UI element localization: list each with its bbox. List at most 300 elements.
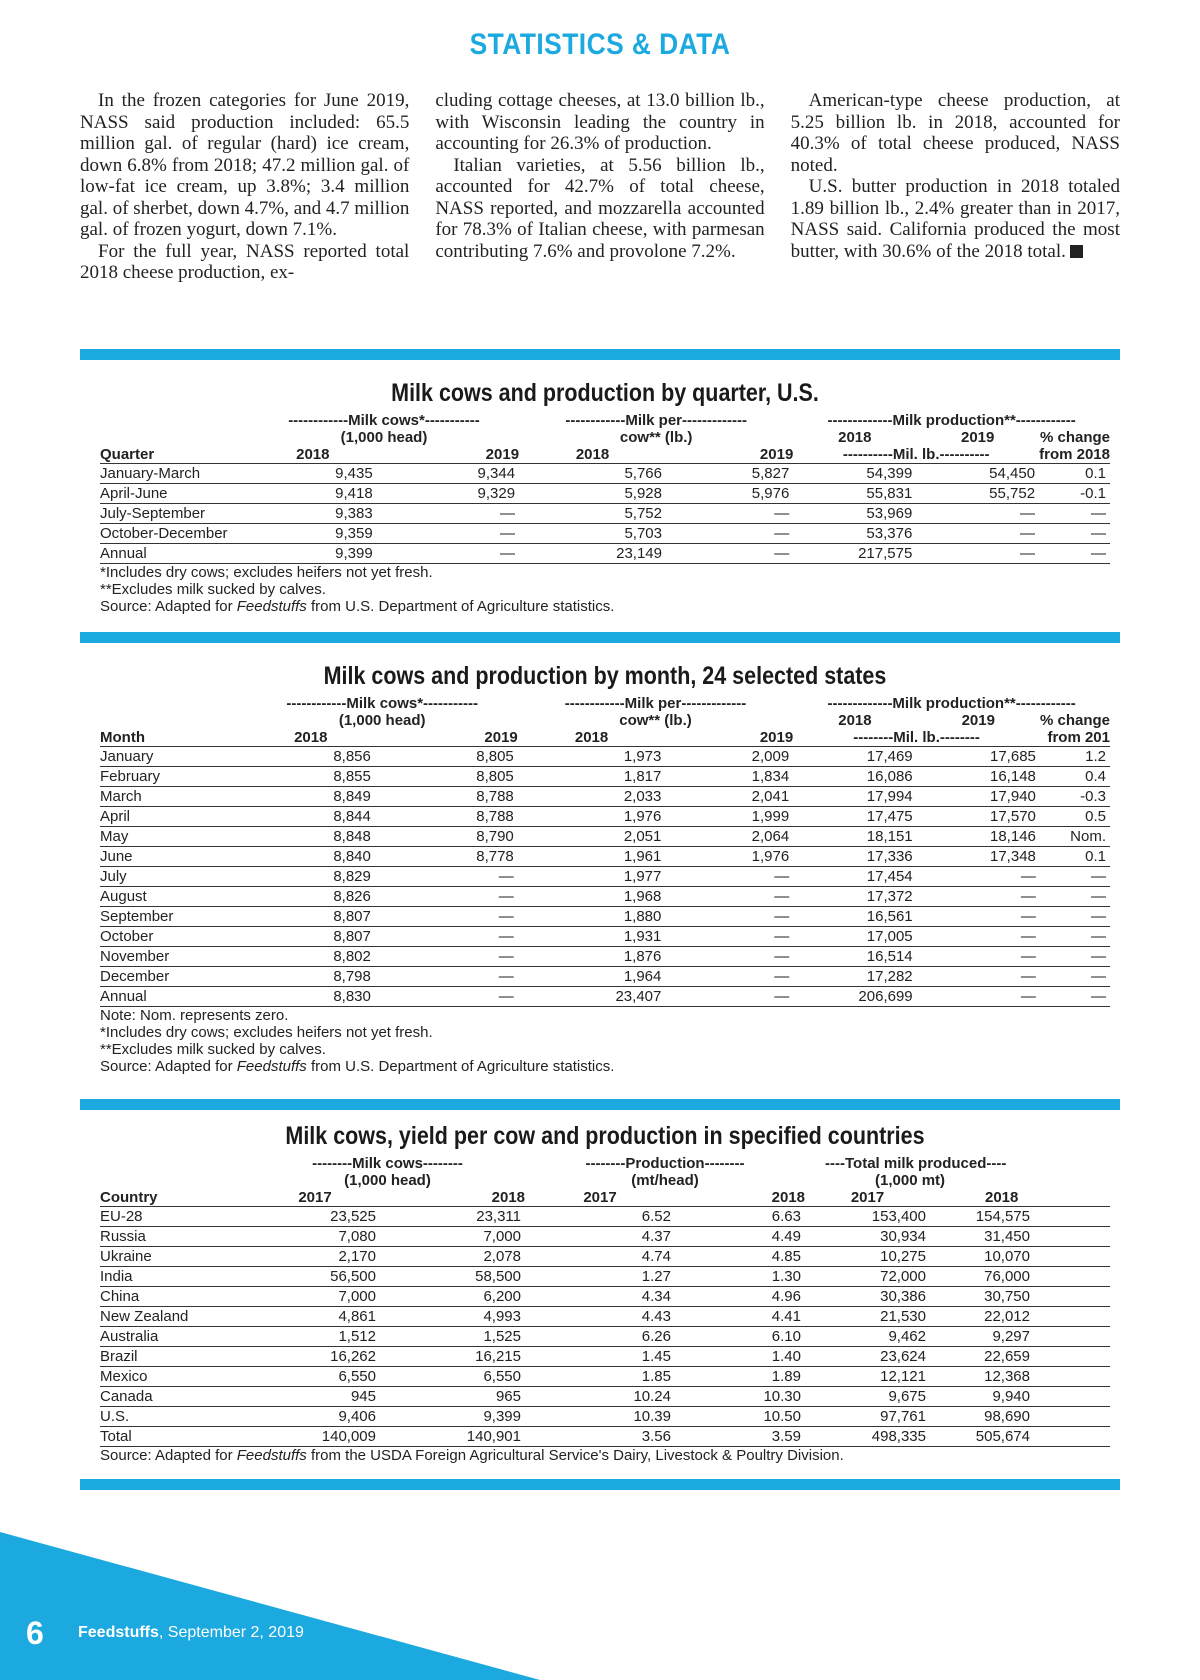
header-year: 2018 bbox=[380, 1189, 525, 1207]
header-year: 2018 bbox=[518, 729, 666, 747]
divider-bar bbox=[80, 632, 1120, 643]
table-cell: 18,151 bbox=[793, 827, 916, 847]
table-cell: 8,849 bbox=[247, 787, 375, 807]
table-cell: 1,880 bbox=[518, 907, 666, 927]
article-column-3 bbox=[791, 90, 1120, 284]
table-notes bbox=[100, 564, 1110, 615]
footer-publication-line bbox=[78, 1624, 304, 1642]
table-cell: 140,901 bbox=[380, 1427, 525, 1447]
footnote: Note: Nom. represents zero. bbox=[100, 1007, 289, 1024]
table-cell: 54,399 bbox=[793, 464, 916, 484]
table-cell: 9,329 bbox=[377, 484, 519, 504]
table-row bbox=[100, 544, 1110, 564]
row-label: December bbox=[100, 967, 247, 987]
header-group-milk-production: -------------Milk production**------------ bbox=[827, 695, 1076, 712]
table-cell: 9,297 bbox=[930, 1327, 1110, 1347]
table-cell: 9,383 bbox=[249, 504, 377, 524]
source-note bbox=[100, 1058, 1110, 1075]
header-year: 2017 bbox=[525, 1189, 675, 1207]
table-cell: 10.39 bbox=[525, 1407, 675, 1427]
table-cell: 5,752 bbox=[519, 504, 666, 524]
table-cell: 17,570 bbox=[917, 807, 1040, 827]
table-cell: 10.50 bbox=[675, 1407, 805, 1427]
table-cell: — bbox=[377, 504, 519, 524]
table-cell: 7,080 bbox=[250, 1227, 380, 1247]
table-cell: 1.2 bbox=[1040, 747, 1110, 767]
table-cell: — bbox=[665, 947, 793, 967]
table-row bbox=[100, 847, 1110, 867]
table-cell: 217,575 bbox=[793, 544, 916, 564]
table-cell: 17,005 bbox=[793, 927, 916, 947]
header-group-milk-cows: ------------Milk cows*----------- bbox=[288, 412, 480, 429]
table-cell: — bbox=[917, 987, 1040, 1007]
table-cell: 498,335 bbox=[805, 1427, 930, 1447]
table-cell: 8,826 bbox=[247, 887, 375, 907]
table-cell: 8,856 bbox=[247, 747, 375, 767]
table-cell: 3.56 bbox=[525, 1427, 675, 1447]
table-cell: 5,766 bbox=[519, 464, 666, 484]
table-cell: 4.49 bbox=[675, 1227, 805, 1247]
table-cell: 17,940 bbox=[917, 787, 1040, 807]
article-paragraph: For the full year, NASS reported total 2018 cheese production, ex- bbox=[80, 240, 410, 283]
row-label: EU-28 bbox=[100, 1207, 250, 1227]
table-cell: 1,973 bbox=[518, 747, 666, 767]
table-cell: 0.4 bbox=[1040, 767, 1110, 787]
table-cell: 10.30 bbox=[675, 1387, 805, 1407]
table-cell: 2,051 bbox=[518, 827, 666, 847]
header-year: 2019 bbox=[665, 729, 793, 747]
table-cell: 8,790 bbox=[375, 827, 518, 847]
table-cell: 1.85 bbox=[525, 1367, 675, 1387]
table-cell: 0.1 bbox=[1040, 847, 1110, 867]
table-cell: — bbox=[666, 524, 793, 544]
table-cell: 5,928 bbox=[519, 484, 666, 504]
header-first-col: Quarter bbox=[100, 446, 249, 464]
table-cell: 30,934 bbox=[805, 1227, 930, 1247]
table-cell: 505,674 bbox=[930, 1427, 1110, 1447]
table-cell: 6,550 bbox=[250, 1367, 380, 1387]
table-row bbox=[100, 1267, 1110, 1287]
table-cell: — bbox=[375, 967, 518, 987]
table-cell: 23,624 bbox=[805, 1347, 930, 1367]
table-cell: 4.34 bbox=[525, 1287, 675, 1307]
page-number: 6 bbox=[26, 1615, 44, 1651]
table-cell: — bbox=[917, 927, 1040, 947]
header-group-milk-cows: --------Milk cows-------- bbox=[312, 1155, 463, 1172]
header-year: 2018 bbox=[838, 712, 872, 729]
source-text: from U.S. Department of Agriculture statistics. bbox=[306, 598, 615, 615]
header-pct-from: from 201 bbox=[1040, 729, 1110, 747]
table-cell: 17,454 bbox=[793, 867, 916, 887]
table-cell: 16,148 bbox=[917, 767, 1040, 787]
table-cell: 17,994 bbox=[793, 787, 916, 807]
header-group-milk-per-cow: ------------Milk per------------- bbox=[565, 412, 747, 429]
table-cell: 17,685 bbox=[917, 747, 1040, 767]
table-cell: — bbox=[665, 867, 793, 887]
header-year: 2018 bbox=[249, 446, 377, 464]
row-label: Annual bbox=[100, 544, 249, 564]
table-cell: — bbox=[1039, 544, 1110, 564]
table-cell: 9,399 bbox=[380, 1407, 525, 1427]
footer-date: , September 2, 2019 bbox=[158, 1624, 304, 1641]
header-subgroup: (1,000 head) bbox=[340, 429, 428, 446]
table-row bbox=[100, 1407, 1110, 1427]
table-body bbox=[100, 464, 1110, 564]
table-cell: — bbox=[917, 867, 1040, 887]
row-label: Brazil bbox=[100, 1347, 250, 1367]
table-cell: — bbox=[917, 967, 1040, 987]
table-cell: 1,525 bbox=[380, 1327, 525, 1347]
table-cell: 1.40 bbox=[675, 1347, 805, 1367]
table-cell: — bbox=[1040, 987, 1110, 1007]
table-countries-section bbox=[100, 1122, 1110, 1464]
divider-bar bbox=[80, 1099, 1120, 1110]
article-column-2 bbox=[435, 90, 764, 284]
table-cell: 17,348 bbox=[917, 847, 1040, 867]
table-body bbox=[100, 747, 1110, 1007]
table-title: Milk cows and production by month, 24 selected states bbox=[323, 662, 887, 690]
row-label: China bbox=[100, 1287, 250, 1307]
table-cell: 1,976 bbox=[518, 807, 666, 827]
table-cell: 16,215 bbox=[380, 1347, 525, 1367]
end-mark-icon bbox=[1070, 245, 1083, 258]
table-cell: 4.96 bbox=[675, 1287, 805, 1307]
header-group-total-milk: ----Total milk produced---- bbox=[825, 1155, 1007, 1172]
table-row bbox=[100, 767, 1110, 787]
table-cell: — bbox=[1040, 947, 1110, 967]
table-cell: 154,575 bbox=[930, 1207, 1110, 1227]
table-cell: 2,041 bbox=[665, 787, 793, 807]
row-label: Canada bbox=[100, 1387, 250, 1407]
table-cell: 8,829 bbox=[247, 867, 375, 887]
table-cell: 6.52 bbox=[525, 1207, 675, 1227]
table-cell: — bbox=[377, 524, 519, 544]
row-label: Ukraine bbox=[100, 1247, 250, 1267]
source-text: Source: Adapted for bbox=[100, 1447, 237, 1464]
header-year: 2019 bbox=[961, 712, 995, 729]
table-row bbox=[100, 1227, 1110, 1247]
table-row bbox=[100, 1427, 1110, 1447]
table-cell: — bbox=[1040, 927, 1110, 947]
table-cell: 10,070 bbox=[930, 1247, 1110, 1267]
table-cell: 12,121 bbox=[805, 1367, 930, 1387]
row-label: New Zealand bbox=[100, 1307, 250, 1327]
table-cell: 22,012 bbox=[930, 1307, 1110, 1327]
table-cell: 965 bbox=[380, 1387, 525, 1407]
header-first-col: Month bbox=[100, 729, 247, 747]
table-cell: 76,000 bbox=[930, 1267, 1110, 1287]
source-publication: Feedstuffs bbox=[236, 1447, 307, 1464]
source-text: from the USDA Foreign Agricultural Service's Dairy, Livestock & Poultry Division. bbox=[306, 1447, 844, 1464]
table-cell: — bbox=[917, 947, 1040, 967]
table-cell: 6,550 bbox=[380, 1367, 525, 1387]
table-cell: — bbox=[665, 907, 793, 927]
table-countries bbox=[100, 1155, 1110, 1447]
table-cell: 2,170 bbox=[250, 1247, 380, 1267]
header-unit: ----------Mil. lb.---------- bbox=[793, 446, 1039, 464]
table-cell: 5,827 bbox=[666, 464, 793, 484]
row-label: November bbox=[100, 947, 247, 967]
footnote: **Excludes milk sucked by calves. bbox=[100, 1041, 326, 1058]
table-cell: 1,817 bbox=[518, 767, 666, 787]
table-cell: — bbox=[917, 907, 1040, 927]
header-subgroup: (1,000 head) bbox=[338, 712, 426, 729]
table-cell: 0.5 bbox=[1040, 807, 1110, 827]
row-label: July-September bbox=[100, 504, 249, 524]
table-cell: 140,009 bbox=[250, 1427, 380, 1447]
table-row bbox=[100, 484, 1110, 504]
table-cell: — bbox=[916, 504, 1039, 524]
header-subgroup: cow** (lb.) bbox=[619, 712, 692, 729]
table-cell: 8,807 bbox=[247, 907, 375, 927]
table-cell: 8,840 bbox=[247, 847, 375, 867]
table-cell: 9,435 bbox=[249, 464, 377, 484]
table-monthly-section bbox=[100, 662, 1110, 1075]
table-cell: 23,149 bbox=[519, 544, 666, 564]
table-cell: 1,961 bbox=[518, 847, 666, 867]
table-cell: 4.37 bbox=[525, 1227, 675, 1247]
article-paragraph bbox=[791, 176, 1120, 262]
article-paragraph-text: U.S. butter production in 2018 totaled 1.89 billion lb., 2.4% greater than in 2017, NASS said. California produced the most butter, with 30.6% of the 2018 total. bbox=[790, 176, 1120, 262]
header-year: 2018 bbox=[675, 1189, 805, 1207]
source-publication: Feedstuffs bbox=[236, 598, 307, 615]
table-cell: — bbox=[666, 544, 793, 564]
header-subgroup: cow** (lb.) bbox=[619, 429, 693, 446]
table-row bbox=[100, 1347, 1110, 1367]
footnote: *Includes dry cows; excludes heifers not yet fresh. bbox=[100, 1024, 433, 1041]
table-cell: -0.1 bbox=[1039, 484, 1110, 504]
table-cell: — bbox=[375, 987, 518, 1007]
row-label: January-March bbox=[100, 464, 249, 484]
table-cell: 0.1 bbox=[1039, 464, 1110, 484]
table-cell: 8,830 bbox=[247, 987, 375, 1007]
row-label: February bbox=[100, 767, 247, 787]
table-cell: 1,876 bbox=[518, 947, 666, 967]
table-cell: 53,376 bbox=[793, 524, 916, 544]
table-cell: 1.27 bbox=[525, 1267, 675, 1287]
table-row bbox=[100, 787, 1110, 807]
table-cell: — bbox=[917, 887, 1040, 907]
article-paragraph: In the frozen categories for June 2019, NASS said production included: 65.5 million gal. of regular (hard) ice cream, down 6.8% from 2018; 47.2 million gal. of low-fat ice cream, up 3.8%; 3.4 million gal. of sherbet, down 4.7%, and 4.7 million gal. of frozen yogurt, down 7.1%. bbox=[80, 90, 410, 240]
table-cell: — bbox=[916, 524, 1039, 544]
header-pct-from: from 2018 bbox=[1039, 446, 1110, 463]
table-cell: 72,000 bbox=[805, 1267, 930, 1287]
table-cell: 6,200 bbox=[380, 1287, 525, 1307]
table-cell: 1,977 bbox=[518, 867, 666, 887]
header-subgroup: (mt/head) bbox=[631, 1172, 699, 1189]
table-cell: — bbox=[665, 987, 793, 1007]
table-row bbox=[100, 967, 1110, 987]
table-row bbox=[100, 1207, 1110, 1227]
table-cell: 17,372 bbox=[793, 887, 916, 907]
table-row bbox=[100, 1327, 1110, 1347]
table-cell: 206,699 bbox=[793, 987, 916, 1007]
table-cell: 23,311 bbox=[380, 1207, 525, 1227]
row-label: Annual bbox=[100, 987, 247, 1007]
table-cell: 8,805 bbox=[375, 747, 518, 767]
table-cell: 1,964 bbox=[518, 967, 666, 987]
table-cell: 53,969 bbox=[793, 504, 916, 524]
table-cell: — bbox=[375, 887, 518, 907]
table-cell: 5,703 bbox=[519, 524, 666, 544]
row-label: U.S. bbox=[100, 1407, 250, 1427]
header-pct-change: % change bbox=[1039, 429, 1110, 446]
table-row bbox=[100, 504, 1110, 524]
table-quarterly-section bbox=[100, 379, 1110, 615]
table-cell: — bbox=[665, 967, 793, 987]
table-notes bbox=[100, 1007, 1110, 1075]
table-row bbox=[100, 987, 1110, 1007]
source-text: from U.S. Department of Agriculture statistics. bbox=[306, 1058, 615, 1075]
table-row bbox=[100, 1287, 1110, 1307]
table-cell: — bbox=[1039, 504, 1110, 524]
table-cell: — bbox=[375, 947, 518, 967]
row-label: Mexico bbox=[100, 1367, 250, 1387]
divider-bar bbox=[80, 1479, 1120, 1490]
footnote: *Includes dry cows; excludes heifers not yet fresh. bbox=[100, 564, 433, 581]
table-cell: 22,659 bbox=[930, 1347, 1110, 1367]
article-paragraph: American-type cheese production, at 5.25 billion lb. in 2018, accounted for 40.3% of total cheese produced, NASS noted. bbox=[790, 90, 1120, 176]
table-row bbox=[100, 747, 1110, 767]
table-cell: 6.26 bbox=[525, 1327, 675, 1347]
table-cell: 8,848 bbox=[247, 827, 375, 847]
table-title: Milk cows, yield per cow and production in specified countries bbox=[285, 1122, 925, 1150]
source-note bbox=[100, 1447, 1110, 1464]
header-year: 2017 bbox=[805, 1189, 930, 1207]
header-group-milk-cows: ------------Milk cows*----------- bbox=[286, 695, 478, 712]
table-row bbox=[100, 887, 1110, 907]
table-cell: 98,690 bbox=[930, 1407, 1110, 1427]
table-row bbox=[100, 1247, 1110, 1267]
table-cell: 1,976 bbox=[665, 847, 793, 867]
table-cell: 16,561 bbox=[793, 907, 916, 927]
table-cell: 8,798 bbox=[247, 967, 375, 987]
table-cell: — bbox=[375, 867, 518, 887]
table-cell: 9,359 bbox=[249, 524, 377, 544]
table-row bbox=[100, 807, 1110, 827]
table-row bbox=[100, 1367, 1110, 1387]
table-cell: 16,262 bbox=[250, 1347, 380, 1367]
table-cell: 9,462 bbox=[805, 1327, 930, 1347]
header-unit: --------Mil. lb.-------- bbox=[793, 729, 1040, 747]
row-label: August bbox=[100, 887, 247, 907]
table-cell: 17,475 bbox=[793, 807, 916, 827]
table-cell: 8,778 bbox=[375, 847, 518, 867]
table-cell: 4.41 bbox=[675, 1307, 805, 1327]
source-publication: Feedstuffs bbox=[236, 1058, 307, 1075]
table-cell: 16,086 bbox=[793, 767, 916, 787]
row-label: June bbox=[100, 847, 247, 867]
table-cell: 5,976 bbox=[666, 484, 793, 504]
header-group-production: --------Production-------- bbox=[585, 1155, 745, 1172]
article-column-1 bbox=[80, 90, 409, 284]
header-group-milk-per-cow: ------------Milk per------------- bbox=[564, 695, 747, 712]
table-cell: -0.3 bbox=[1040, 787, 1110, 807]
row-label: March bbox=[100, 787, 247, 807]
table-cell: 3.59 bbox=[675, 1427, 805, 1447]
table-cell: 4,861 bbox=[250, 1307, 380, 1327]
table-cell: 8,788 bbox=[375, 787, 518, 807]
page-header: STATISTICS & DATA bbox=[469, 28, 731, 61]
table-cell: 56,500 bbox=[250, 1267, 380, 1287]
table-row bbox=[100, 827, 1110, 847]
table-cell: 6.63 bbox=[675, 1207, 805, 1227]
footer-wedge-shape bbox=[0, 1532, 540, 1680]
table-cell: — bbox=[1039, 524, 1110, 544]
header-year: 2018 bbox=[838, 429, 872, 446]
table-cell: 9,344 bbox=[377, 464, 519, 484]
row-label: September bbox=[100, 907, 247, 927]
table-cell: 1.30 bbox=[675, 1267, 805, 1287]
table-cell: 55,831 bbox=[793, 484, 916, 504]
table-cell: 4.74 bbox=[525, 1247, 675, 1267]
footnote: **Excludes milk sucked by calves. bbox=[100, 581, 326, 598]
table-cell: 31,450 bbox=[930, 1227, 1110, 1247]
table-cell: 1,999 bbox=[665, 807, 793, 827]
table-cell: 2,064 bbox=[665, 827, 793, 847]
table-cell: 55,752 bbox=[916, 484, 1039, 504]
table-cell: 58,500 bbox=[380, 1267, 525, 1287]
header-pct-change: % change bbox=[1039, 712, 1110, 729]
header-year: 2018 bbox=[519, 446, 666, 464]
table-cell: 9,399 bbox=[249, 544, 377, 564]
table-cell: 1.89 bbox=[675, 1367, 805, 1387]
header-year: 2019 bbox=[960, 429, 995, 446]
article-columns bbox=[80, 90, 1120, 284]
table-cell: 1,968 bbox=[518, 887, 666, 907]
table-cell: — bbox=[1040, 967, 1110, 987]
table-cell: 97,761 bbox=[805, 1407, 930, 1427]
table-cell: 1,834 bbox=[665, 767, 793, 787]
table-cell: 23,525 bbox=[250, 1207, 380, 1227]
article-paragraph: cluding cottage cheeses, at 13.0 billion lb., with Wisconsin leading the country in accounting for 26.3% of production. bbox=[435, 90, 765, 154]
header-first-col: Country bbox=[100, 1189, 250, 1207]
table-cell: — bbox=[375, 927, 518, 947]
table-cell: 16,514 bbox=[793, 947, 916, 967]
table-row bbox=[100, 524, 1110, 544]
row-label: Russia bbox=[100, 1227, 250, 1247]
header-year: 2018 bbox=[930, 1189, 1110, 1207]
table-cell: 9,940 bbox=[930, 1387, 1110, 1407]
source-text: Source: Adapted for bbox=[100, 598, 237, 615]
table-cell: 2,078 bbox=[380, 1247, 525, 1267]
row-label: Total bbox=[100, 1427, 250, 1447]
table-cell: 12,368 bbox=[930, 1367, 1110, 1387]
table-cell: 1,512 bbox=[250, 1327, 380, 1347]
table-cell: 1.45 bbox=[525, 1347, 675, 1367]
footer-publication: Feedstuffs bbox=[78, 1624, 159, 1641]
row-label: India bbox=[100, 1267, 250, 1287]
table-cell: 9,675 bbox=[805, 1387, 930, 1407]
table-row bbox=[100, 1307, 1110, 1327]
header-group-milk-production: -------------Milk production**------------ bbox=[827, 412, 1076, 429]
table-cell: 7,000 bbox=[380, 1227, 525, 1247]
table-row bbox=[100, 1387, 1110, 1407]
table-cell: 23,407 bbox=[518, 987, 666, 1007]
header-year: 2019 bbox=[377, 446, 519, 464]
table-cell: 8,802 bbox=[247, 947, 375, 967]
table-cell: 10.24 bbox=[525, 1387, 675, 1407]
table-cell: — bbox=[1040, 907, 1110, 927]
row-label: October-December bbox=[100, 524, 249, 544]
row-label: May bbox=[100, 827, 247, 847]
table-cell: — bbox=[665, 927, 793, 947]
table-row bbox=[100, 947, 1110, 967]
table-cell: — bbox=[1040, 887, 1110, 907]
article-paragraph: Italian varieties, at 5.56 billion lb., accounted for 42.7% of total cheese, NASS reported, and mozzarella accounted for 78.3% of Italian cheese, with parmesan contributing 7.6% and provolone 7.2%. bbox=[435, 154, 765, 262]
header-subgroup: (1,000 head) bbox=[344, 1172, 431, 1189]
table-body bbox=[100, 1207, 1110, 1447]
